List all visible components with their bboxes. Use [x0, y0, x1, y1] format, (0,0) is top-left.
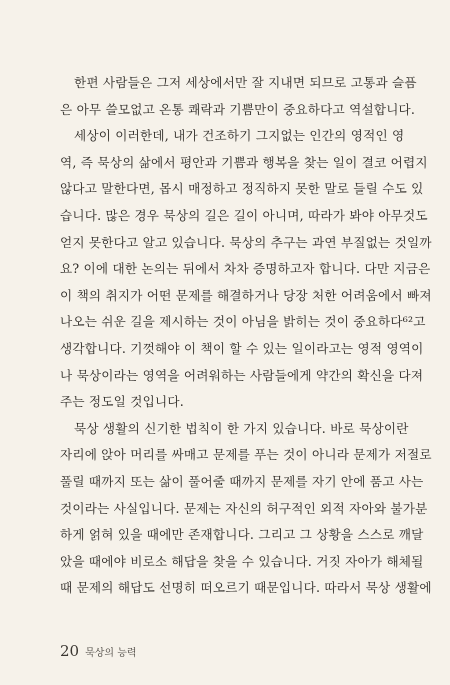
- text-line: 습니다. 많은 경우 묵상의 길은 길이 아니며, 따라가 봐야 아무것도: [60, 207, 428, 223]
- paragraph-1: [60, 70, 417, 123]
- text-line: 나오는 쉬운 길을 제시하는 것이 아님을 밝히는 것이 중요하다⁶²고: [60, 314, 426, 330]
- text-line: 나 묵상이라는 영역을 어려워하는 사람들에게 약간의 확신을 다져: [60, 367, 424, 383]
- text-line: 묵상 생활의 신기한 법칙이 한 가지 있습니다. 바로 묵상이란: [74, 420, 409, 436]
- text-line: 것이라는 사실입니다. 문제는 자신의 허구적인 외적 자아와 불가분: [60, 500, 428, 516]
- text-line: 풀릴 때까지 또는 삶이 풀어줄 때까지 문제를 자기 안에 품고 사는: [60, 473, 424, 489]
- text-line: 았을 때에야 비로소 해답을 찾을 수 있습니다. 거짓 자아가 해체될: [60, 553, 424, 569]
- body-text: [60, 70, 432, 602]
- text-line: 이 책의 취지가 어떤 문제를 해결하거나 당장 처한 어려움에서 빠져: [60, 287, 432, 303]
- page-footer: [60, 642, 137, 660]
- paragraph-3: [60, 416, 432, 602]
- page-number: 20: [60, 642, 80, 660]
- text-line: 역, 즉 묵상의 삶에서 평안과 기쁨과 행복을 찾는 일이 결코 어렵지: [60, 154, 428, 170]
- text-line: 주는 정도일 것입니다.: [60, 394, 184, 410]
- text-line: 때 문제의 해답도 선명히 떠오르기 때문입니다. 따라서 묵상 생활에: [60, 580, 432, 596]
- text-line: 하게 얽혀 있을 때에만 존재합니다. 그리고 그 상황을 스스로 깨달: [60, 527, 424, 543]
- running-title: 묵상의 능력: [85, 648, 137, 659]
- text-line: 자리에 앉아 머리를 싸매고 문제를 푸는 것이 아니라 문제가 저절로: [60, 447, 432, 463]
- text-line: 않다고 말한다면, 몹시 매정하고 정직하지 못한 말로 들릴 수도 있: [60, 181, 424, 197]
- text-line: 생각합니다. 기껏해야 이 책이 할 수 있는 일이라고는 영적 영역이: [60, 340, 424, 356]
- text-line: 세상이 이러한데, 내가 건조하기 그지없는 인간의 영적인 영: [74, 128, 405, 144]
- text-line: 한편 사람들은 그저 세상에서만 잘 지내면 되므로 고통과 슬픔: [74, 75, 417, 90]
- text-line: 은 아무 쓸모없고 온통 쾌락과 기쁨만이 중요하다고 역설합니다.: [60, 101, 416, 117]
- text-line: 얻지 못한다고 알고 있습니다. 묵상의 추구는 과연 부질없는 것일까: [60, 234, 432, 250]
- paragraph-2: [60, 123, 432, 416]
- text-line: 요? 이에 대한 논의는 뒤에서 차차 증명하고자 합니다. 다만 지금은: [60, 261, 431, 277]
